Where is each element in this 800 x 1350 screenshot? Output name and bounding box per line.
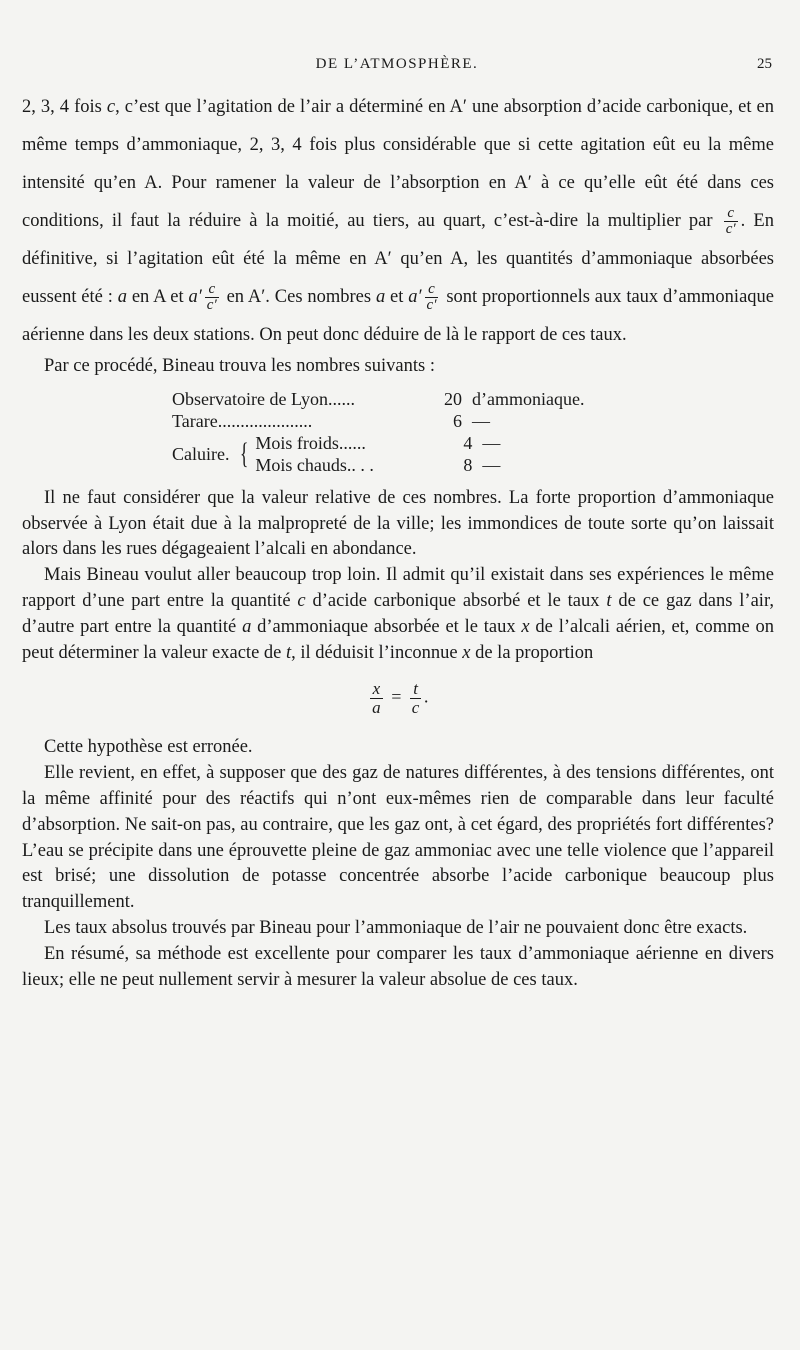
fraction-c-over-c-prime: $\frac{c}{c'}$	[426, 281, 437, 314]
paragraph-8: En résumé, sa méthode est excellente pour comparer les taux d’ammoniaque aérienne en divers lieux; elle ne peut nullement servir à mesurer la valeur absolue de ces taux.	[22, 943, 774, 990]
table-row: Tarare..................... 6 —	[172, 410, 490, 431]
paragraph-3: Il ne faut considérer que la valeur relative de ces nombres. La forte proportion d’ammoniaque observée à Lyon était due à la malpropreté de la ville; les immondices de toute sorte qu’on laissait alors dans les rues dégageaient l’alcali en abondance.	[22, 487, 774, 560]
page-header	[22, 50, 772, 80]
fraction-c-over-c-prime: $\frac{c}{c'}$	[725, 205, 736, 238]
fraction-c-over-c-prime: $\frac{c}{c'}$	[206, 281, 217, 314]
table-row: Mois chauds.. . . 8 —	[255, 454, 501, 475]
body-text	[22, 88, 774, 993]
caluire-group: Caluire. { Mois froids...... 4 — Mois chauds.. . . 8 —	[172, 432, 501, 475]
paragraph-6: Elle revient, en effet, à supposer que des gaz de natures différentes, à des tensions différentes, ont la même affinité pour des réactifs qui n’ont eux-mêmes rien de comparable dans leur faculté d’absorption. Ne sait-on pas, au contraire, que les gaz ont, à cet égard, des propriétés fort différentes? L’eau se précipite dans une éprouvette pleine de gaz ammoniac avec une telle violence que l’appareil est brisé; une dissolution de potasse concentrée absorbe l’acide carbonique beaucoup plus tranquillement.	[22, 763, 774, 913]
proportion-formula: $\frac{x}{a}$ = $\frac{t}{c}$ .	[372, 679, 429, 718]
running-title: DE L’ATMOSPHÈRE.	[315, 56, 479, 72]
paragraph-7: Les taux absolus trouvés par Bineau pour l’ammoniaque de l’air ne pouvaient donc être exacts.	[44, 917, 748, 938]
paragraph-5: Cette hypothèse est erronée.	[44, 737, 253, 758]
paragraph-1: 2, 3, 4 fois c, c’est que l’agitation de l’air a déterminé en A′ une absorption d’acide carbonique, et en même temps d’ammoniaque, 2, 3, 4 fois plus considérable que si cette agitation eût eu la même intensité qu’en A. Pour ramener la valeur de l’absorption en A′ à ce qu’elle eût été dans ces conditions, il faut la réduire à la moitié, au tiers, au quart, c’est-à-dire la multiplier par $\frac{c}{c'}$ . En définitive, si l’agitation eût été la même en A′ qu’en A, les quantités d’ammoniaque absorbées eussent été : a en A et a′ $\frac{c}{c'}$ en A′. Ces nombres a et a′ $\frac{c}{c'}$ sont proportionnels aux taux d’ammoniaque aérienne dans les deux stations. On peut donc déduire de là le rapport de ces taux.	[22, 97, 774, 345]
table-row: Observatoire de Lyon...... 20 d’ammoniaque.	[172, 388, 585, 409]
paragraph-4: Mais Bineau voulut aller beaucoup trop loin. Il admit qu’il existait dans ses expériences le même rapport d’une part entre la quantité c d’acide carbonique absorbé et le taux t de ce gaz dans l’air, d’autre part entre la quantité a d’ammoniaque absorbée et le taux x de l’alcali aérien, et, comme on peut déterminer la valeur exacte de t, il déduisit l’inconnue x de la proportion	[22, 565, 774, 663]
paragraph-2: Par ce procédé, Bineau trouva les nombres suivants :	[44, 356, 435, 376]
brace: {	[239, 436, 249, 470]
page-number: 25	[757, 56, 772, 72]
ammonia-table	[172, 388, 774, 476]
table-row: Mois froids...... 4 —	[255, 432, 501, 453]
